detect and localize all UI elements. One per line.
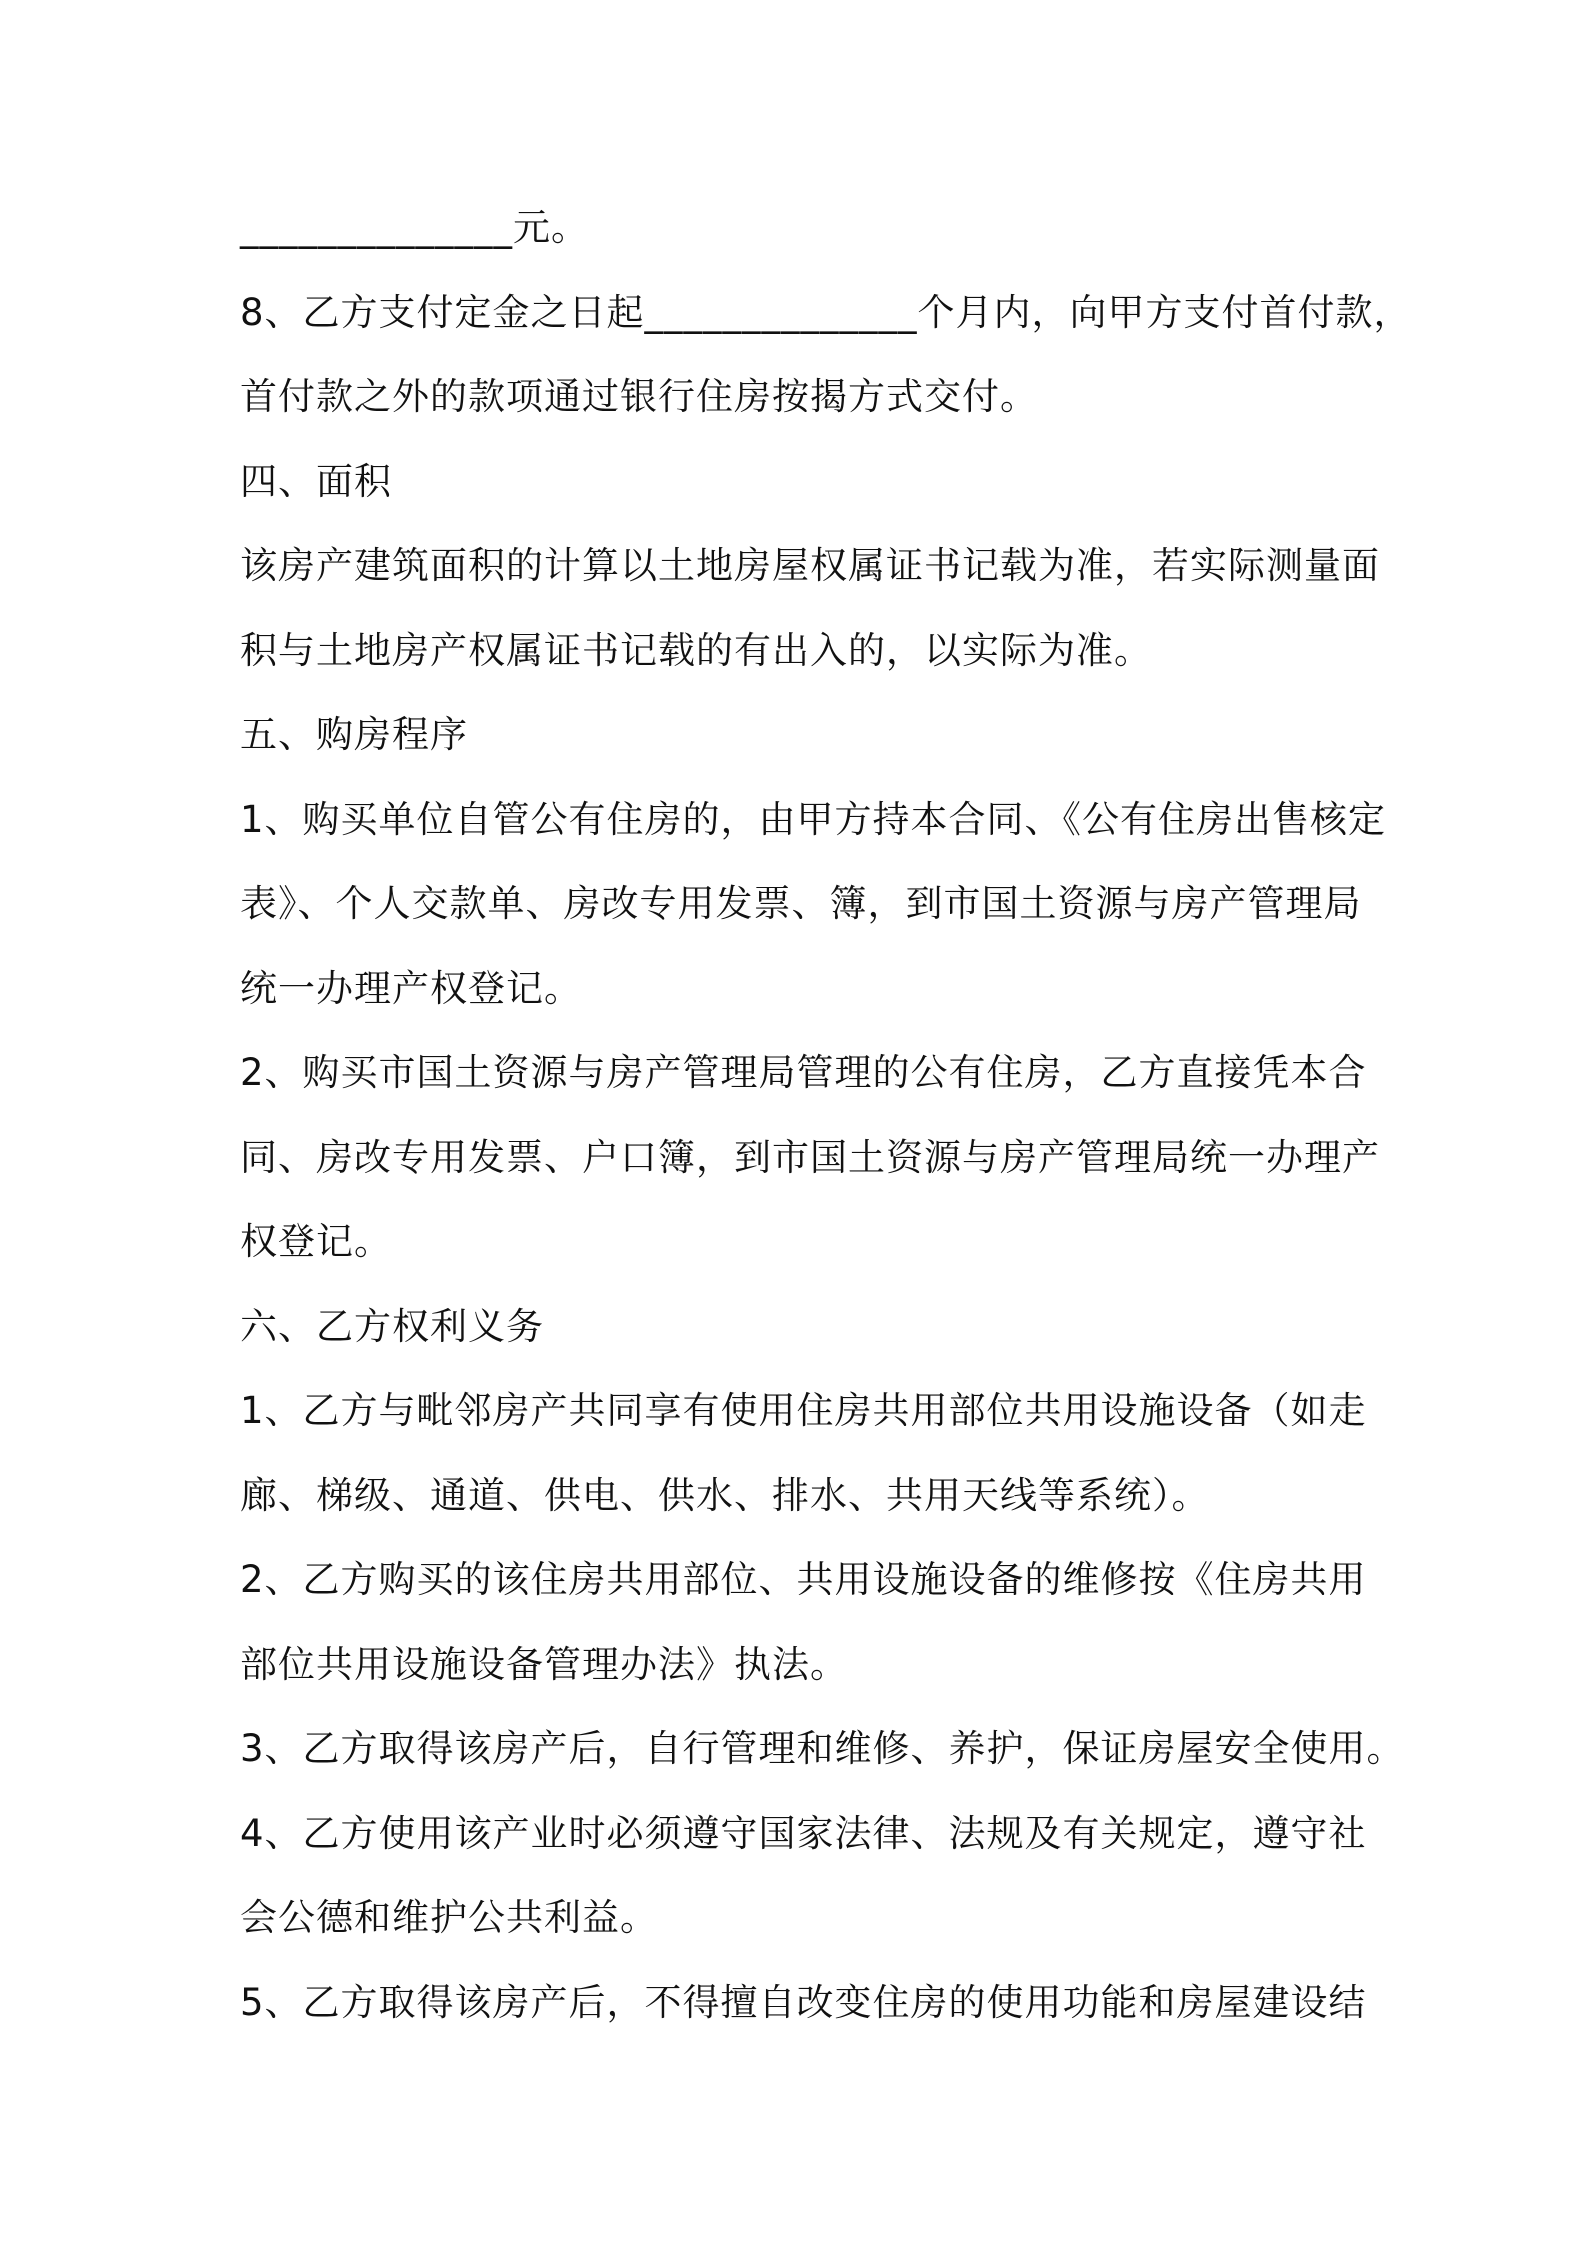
text-line-procedure-1c: 统一办理产权登记。 (240, 967, 582, 1010)
text-line-procedure-2a: 2、购买市国土资源与房产管理局管理的公有住房，乙方直接凭本合 (240, 1051, 1367, 1094)
text-line-8-cont: 首付款之外的款项通过银行住房按揭方式交付。 (240, 375, 1038, 418)
section-heading-procedure: 五、购房程序 (240, 713, 468, 756)
section-heading-area: 四、面积 (240, 460, 392, 503)
text-line-procedure-1b: 表》、个人交款单、房改专用发票、簿，到市国土资源与房产管理局 (240, 882, 1362, 925)
text-line-rights-1a: 1、乙方与毗邻房产共同享有使用住房共用部位共用设施设备（如走 (240, 1389, 1367, 1432)
text-line-rights-3: 3、乙方取得该房产后，自行管理和维修、养护，保证房屋安全使用。 (240, 1727, 1405, 1770)
text-line-procedure-1a: 1、购买单位自管公有住房的，由甲方持本合同、《公有住房出售核定 (240, 798, 1387, 841)
text-line-procedure-2b: 同、房改专用发票、户口簿，到市国土资源与房产管理局统一办理产 (240, 1136, 1380, 1179)
text-line-rights-2a: 2、乙方购买的该住房共用部位、共用设施设备的维修按《住房共用 (240, 1558, 1367, 1601)
text-line-rights-2b: 部位共用设施设备管理办法》执法。 (240, 1643, 848, 1686)
text-line-rights-4b: 会公德和维护公共利益。 (240, 1896, 658, 1939)
text-line-area-1: 该房产建筑面积的计算以土地房屋权属证书记载为准，若实际测量面 (240, 544, 1380, 587)
text-line-rights-5a: 5、乙方取得该房产后，不得擅自改变住房的使用功能和房屋建设结 (240, 1981, 1367, 2024)
text-line-procedure-2c: 权登记。 (240, 1220, 392, 1263)
text-line-amount-blank: ______________元。 (240, 206, 589, 249)
text-line-8: 8、乙方支付定金之日起______________个月内，向甲方支付首付款， (240, 291, 1412, 334)
section-heading-rights: 六、乙方权利义务 (240, 1305, 544, 1348)
text-line-rights-4a: 4、乙方使用该产业时必须遵守国家法律、法规及有关规定，遵守社 (240, 1812, 1367, 1855)
text-line-rights-1b: 廊、梯级、通道、供电、供水、排水、共用天线等系统）。 (240, 1474, 1210, 1517)
text-line-area-2: 积与土地房产权属证书记载的有出入的，以实际为准。 (240, 629, 1152, 672)
